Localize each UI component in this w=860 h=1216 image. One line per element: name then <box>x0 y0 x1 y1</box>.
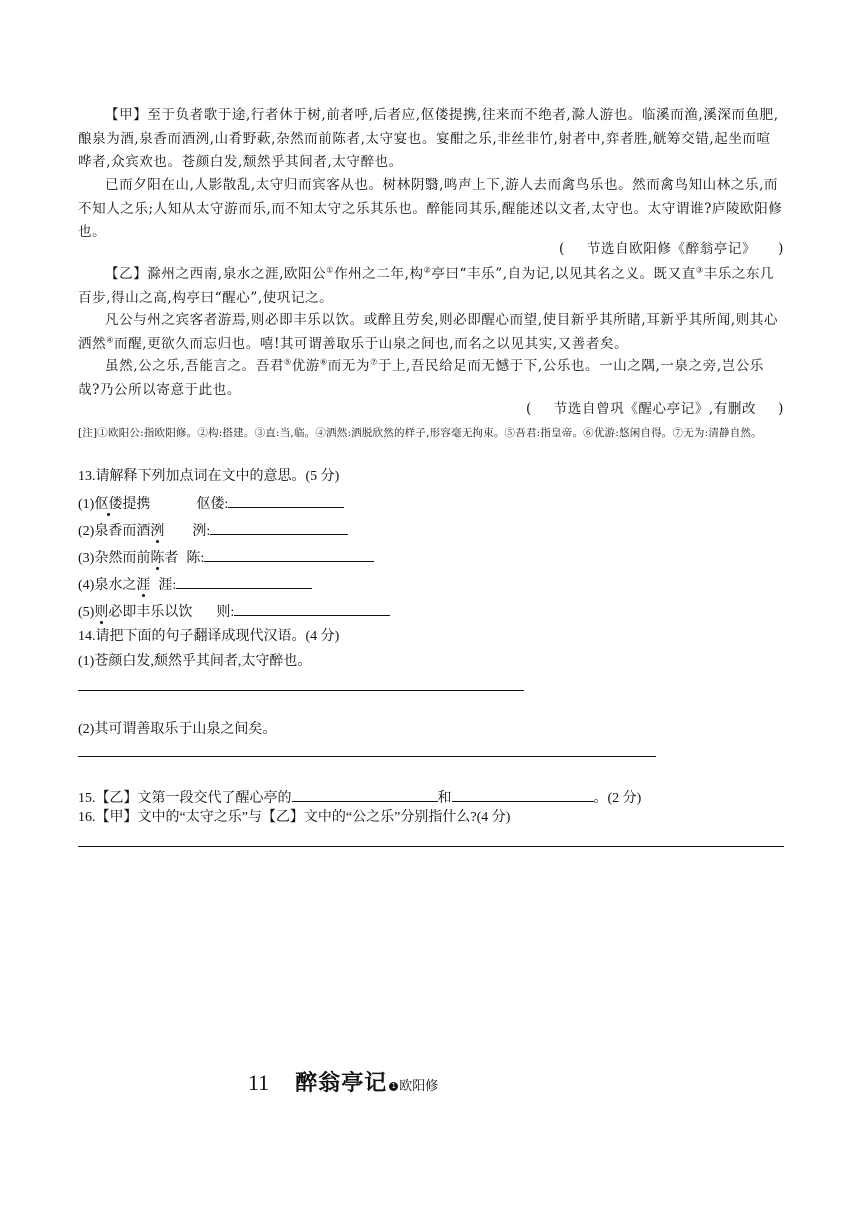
passage-yi-paragraph-1: 【乙】滁州之西南,泉水之涯,欧阳公①作州之二年,构②亭曰“丰乐”,自为记,以见其名之义。既又直③丰乐之东几百步,得山之高,构亭曰“醒心”,使巩记之。 <box>78 265 775 306</box>
question-16-prompt: 16.【甲】文中的“太守之乐”与【乙】文中的“公之乐”分别指什么?(4 分) <box>78 810 511 825</box>
lesson-heading <box>248 1066 438 1097</box>
passage-yi-paragraph-2: 凡公与州之宾客者游焉,则必即丰乐以饮。或醉且劳矣,则必即醒心而望,使目新乎其所睹,耳新乎其所闻,则其心洒然④而醒,更欲久而忘归也。嘻!其可谓善取乐于山泉之间也,而名之以见其实,又善者矣。 <box>78 312 779 352</box>
answer-blank-15-1[interactable] <box>292 786 438 802</box>
question-13-item-2: (2)泉香而酒洌 洌: <box>78 519 348 542</box>
answer-line-14-1[interactable] <box>78 690 524 691</box>
document-page <box>78 0 784 1216</box>
question-14-sentence-1: (1)苍颜白发,颓然乎其间者,太守醉也。 <box>78 654 312 669</box>
lesson-number: 11 <box>248 1070 270 1095</box>
answer-blank-13-2[interactable] <box>210 519 348 535</box>
question-13-item-3: (3)杂然而前陈者 陈: <box>78 546 374 569</box>
answer-blank-13-3[interactable] <box>204 546 374 562</box>
passage-jia-paragraph-1: 【甲】至于负者歌于途,行者休于树,前者呼,后者应,伛偻提携,往来而不绝者,滁人游也。临溪而渔,溪深而鱼肥,酿泉为酒,泉香而酒洌,山肴野蔌,杂然而前陈者,太守宴也。宴酣之乐,非丝非竹,射者中,弈者胜,觥筹交错,起坐而喧哗者,众宾欢也。苍颜白发,颓然乎其间者,太守醉也。 <box>78 107 779 170</box>
passage-yi-paragraph-3: 虽然,公之乐,吾能言之。吾君⑤优游⑥而无为⑦于上,吾民给足而无憾于下,公乐也。一山之隅,一泉之旁,岂公乐哉?乃公所以寄意于此也。 <box>78 357 765 398</box>
question-13-item-1: (1)伛偻提携 伛偻: <box>78 492 344 515</box>
question-14-sentence-2: (2)其可谓善取乐于山泉之间矣。 <box>78 722 277 737</box>
answer-blank-13-4[interactable] <box>176 573 312 589</box>
dotted-word: 伛偻 <box>94 497 123 512</box>
passage-yi-source: ( 节选自曾巩《醒心亭记》,有删改 ) <box>525 401 784 417</box>
dotted-word: 则 <box>94 605 109 620</box>
lesson-title: 醉翁亭记 <box>295 1071 388 1096</box>
question-13-item-5: (5)则必即丰乐以饮 则: <box>78 600 390 623</box>
question-15: 15.【乙】文第一段交代了醒心亭的 和 。(2 分) <box>78 786 641 809</box>
dotted-word: 陈 <box>150 551 165 566</box>
dotted-word: 涯 <box>136 578 151 593</box>
answer-blank-15-2[interactable] <box>452 786 594 802</box>
lesson-author: 欧阳修 <box>399 1079 439 1094</box>
answer-line-16[interactable] <box>78 846 784 847</box>
passage-jia-paragraph-2: 已而夕阳在山,人影散乱,太守归而宾客从也。树林阴翳,鸣声上下,游人去而禽鸟乐也。然而禽鸟知山林之乐,而不知人之乐;人知从太守游而乐,而不知太守之乐其乐也。醉能同其乐,醒能述以文者,太守也。太守谓谁?庐陵欧阳修也。 <box>78 177 783 240</box>
question-13-item-4: (4)泉水之涯 涯: <box>78 573 312 596</box>
answer-blank-13-5[interactable] <box>234 600 390 616</box>
answer-blank-13-1[interactable] <box>228 492 344 508</box>
passage-jia-source: ( 节选自欧阳修《醉翁亭记》 ) <box>559 241 784 257</box>
question-13-prompt: 13.请解释下列加点词在文中的意思。(5 分) <box>78 469 340 484</box>
annotation-notes: [注]①欧阳公:指欧阳修。②构:搭建。③直:当,临。④洒然:洒脱欣然的样子,形容毫无拘束。⑤吾君:指皇帝。⑥优游:悠闲自得。⑦无为:清静自然。 <box>78 427 762 439</box>
answer-line-14-2[interactable] <box>78 756 656 757</box>
question-14-prompt: 14.请把下面的句子翻译成现代汉语。(4 分) <box>78 629 340 644</box>
footnote-marker: 1 <box>389 1082 398 1091</box>
dotted-word: 洌 <box>150 524 165 539</box>
